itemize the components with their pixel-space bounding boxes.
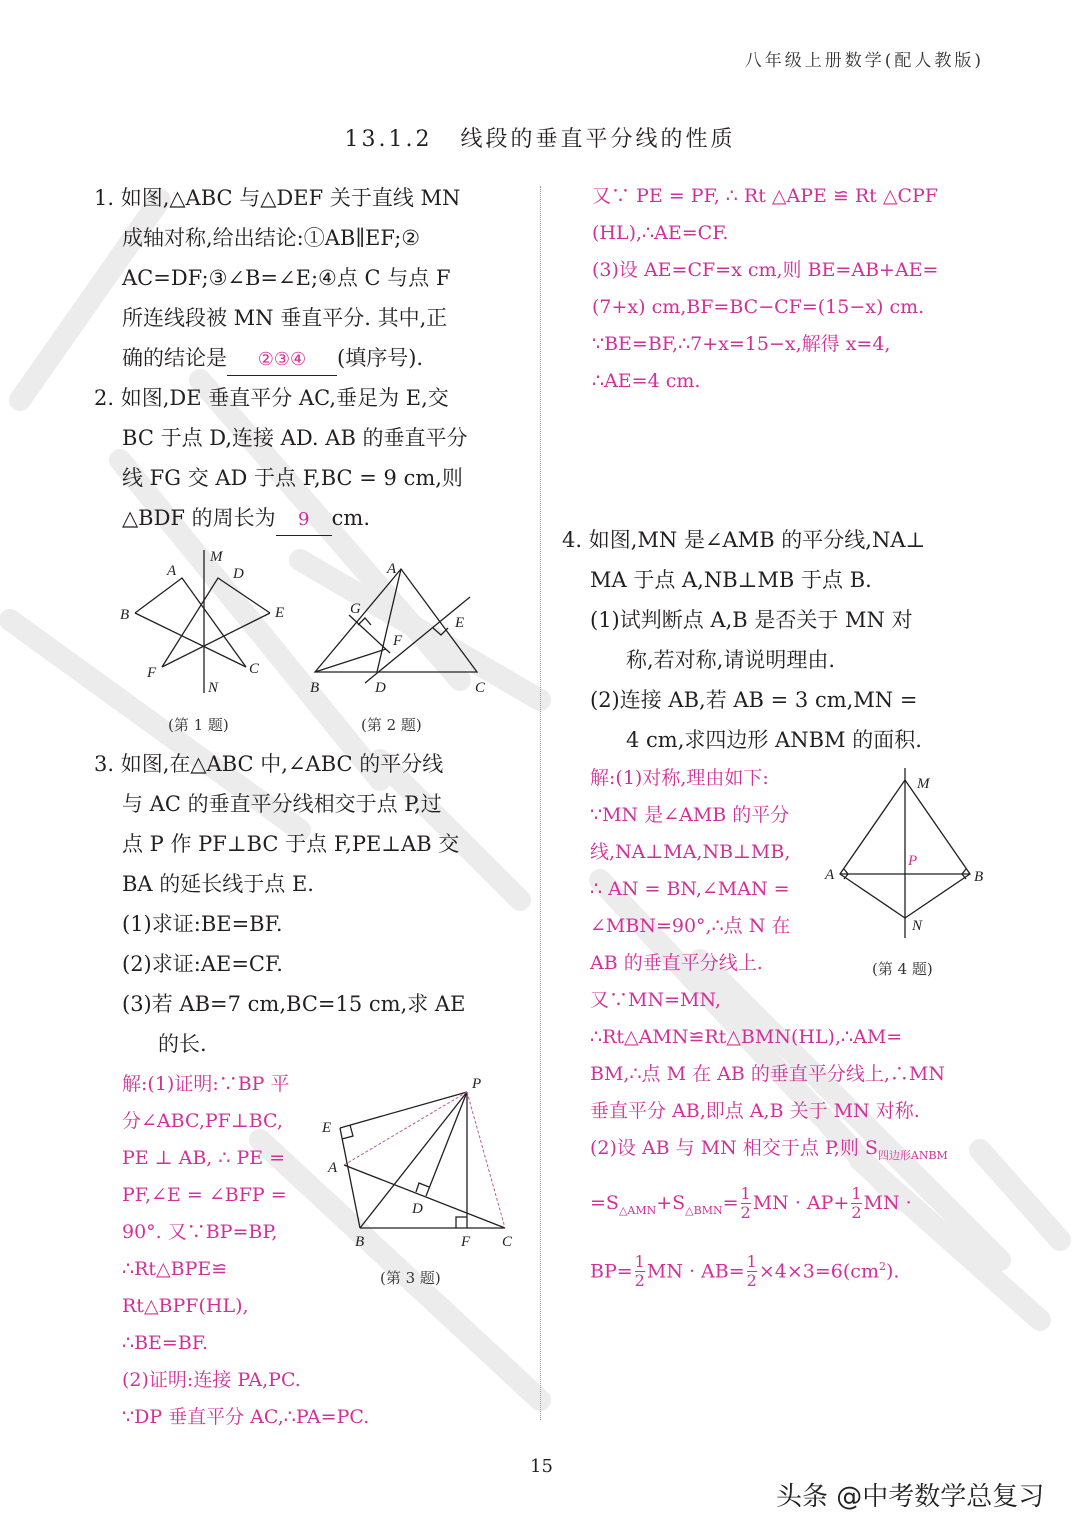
svg-text:E: E	[455, 615, 465, 631]
solution-line: 90°. 又∵BP=BP,	[122, 1221, 278, 1243]
column-divider	[540, 186, 541, 1420]
eq-sub: △AMN	[618, 1203, 657, 1217]
q1-line: AC=DF;③∠B=∠E;④点 C 与点 F	[122, 266, 451, 290]
q2-prefix: △BDF 的周长为	[122, 506, 276, 530]
solution-line: PF,∠E = ∠BFP =	[122, 1184, 287, 1206]
svg-text:F: F	[147, 665, 157, 681]
q3-part-2: (2)求证:AE=CF.	[122, 952, 283, 976]
svg-text:E: E	[275, 605, 285, 621]
q2-answer-blank[interactable]: 9	[276, 505, 332, 536]
frac-num: 1	[851, 1184, 862, 1204]
svg-text:N: N	[208, 680, 219, 696]
svg-text:G: G	[350, 601, 361, 617]
svg-text:A: A	[328, 1160, 338, 1176]
eq-text: ×4×3=6(cm	[758, 1259, 879, 1282]
section-title	[0, 122, 1080, 153]
figure-4	[822, 768, 992, 943]
fraction-half	[635, 1253, 645, 1290]
figure-4-diagram	[822, 768, 992, 943]
solution-line: ∴AE=4 cm.	[592, 370, 701, 392]
figure-3-caption: (第 3 题)	[380, 1269, 441, 1287]
area-prefix: (2)设 AB 与 MN 相交于点 P,则 S	[590, 1137, 878, 1159]
q3-part-3: (3)若 AB=7 cm,BC=15 cm,求 AE	[122, 992, 466, 1016]
svg-text:B: B	[120, 607, 130, 623]
q3-line: 3. 如图,在△ABC 中,∠ABC 的平分线	[94, 752, 444, 776]
figure-3	[310, 1068, 530, 1253]
solution-line: ∵DP 垂直平分 AC,∴PA=PC.	[122, 1406, 370, 1428]
solution-line: 垂直平分 AB,即点 A,B 关于 MN 对称.	[590, 1100, 920, 1122]
q1-suffix: (填序号).	[337, 346, 424, 370]
svg-text:D: D	[412, 1201, 423, 1217]
q4-part-2-cont: 4 cm,求四边形 ANBM 的面积.	[626, 728, 922, 752]
q4-line: MA 于点 A,NB⊥MB 于点 B.	[590, 568, 872, 592]
area-equation-line-2	[590, 1242, 1000, 1296]
svg-text:A: A	[387, 561, 397, 577]
q2-line: BC 于点 D,连接 AD. AB 的垂直平分	[122, 426, 468, 450]
frac-den: 2	[740, 1203, 751, 1223]
q3-solution-left	[122, 1066, 370, 1436]
solution-line: (HL),∴AE=CF.	[592, 222, 729, 244]
q3-line: BA 的延长线于点 E.	[122, 872, 314, 896]
solution-line: (7+x) cm,BF=BC−CF=(15−x) cm.	[592, 296, 925, 318]
svg-text:B: B	[310, 680, 320, 696]
area-equation-line-1	[590, 1178, 1000, 1236]
solution-line: 又∵MN=MN,	[590, 989, 721, 1011]
svg-text:M: M	[210, 549, 223, 565]
q4-part-1: (1)试判断点 A,B 是否关于 MN 对	[590, 608, 913, 632]
svg-text:A: A	[167, 563, 177, 579]
solution-line: PE ⊥ AB, ∴ PE =	[122, 1147, 286, 1169]
solution-line: ∴ AN = BN,∠MAN =	[590, 878, 790, 900]
q4-part-2: (2)连接 AB,若 AB = 3 cm,MN =	[590, 688, 918, 712]
section-number: 13.1.2	[344, 127, 433, 152]
question-3	[94, 744, 524, 1064]
q1-line	[94, 338, 524, 378]
solution-line: ∴Rt△BPE≌	[122, 1258, 228, 1280]
figure-4-caption: (第 4 题)	[872, 960, 933, 978]
q1-line: 所连线段被 MN 垂直平分. 其中,正	[122, 306, 448, 330]
figure-2	[305, 555, 505, 700]
frac-den: 2	[746, 1271, 757, 1291]
q2-line: 2. 如图,DE 垂直平分 AC,垂足为 E,交	[94, 386, 449, 410]
figure-1-diagram	[115, 545, 305, 705]
page-number: 15	[530, 1456, 553, 1477]
q1-answer-blank[interactable]: ②③④	[227, 345, 337, 376]
solution-line: ∴Rt△AMN≌Rt△BMN(HL),∴AM=	[590, 1026, 903, 1048]
svg-text:B: B	[974, 869, 984, 885]
figure-2-diagram	[305, 555, 505, 700]
solution-line: 分∠ABC,PF⊥BC,	[122, 1110, 283, 1132]
eq-text: +S	[656, 1191, 686, 1214]
eq-text: BP=	[590, 1259, 633, 1282]
solution-line: ∵MN 是∠AMB 的平分	[590, 804, 790, 826]
q1-line: 成轴对称,给出结论:①AB∥EF;②	[122, 226, 421, 250]
source-watermark: 头条 @中考数学总复习	[776, 1482, 1045, 1512]
svg-text:C: C	[502, 1234, 513, 1250]
q3-line: 与 AC 的垂直平分线相交于点 P,过	[122, 792, 442, 816]
svg-text:P: P	[908, 853, 918, 869]
solution-line: ∵BE=BF,∴7+x=15−x,解得 x=4,	[592, 333, 891, 355]
area-subscript: 四边形ANBM	[877, 1148, 948, 1162]
question-4	[562, 520, 992, 760]
q4-part-1-cont: 称,若对称,请说明理由.	[626, 648, 836, 672]
q2-line: 线 FG 交 AD 于点 F,BC = 9 cm,则	[122, 466, 463, 490]
svg-text:F: F	[461, 1234, 471, 1250]
book-header: 八年级上册数学(配人教版)	[744, 51, 984, 71]
eq-text: MN · AP+	[752, 1191, 850, 1214]
eq-text: ).	[885, 1259, 900, 1282]
q3-part-3-cont: 的长.	[158, 1032, 207, 1056]
svg-text:C: C	[249, 661, 260, 677]
figure-1	[115, 545, 305, 705]
q2-line	[94, 498, 524, 538]
frac-den: 2	[634, 1271, 645, 1291]
solution-line: ∴BE=BF.	[122, 1332, 209, 1354]
svg-text:C: C	[475, 680, 486, 696]
eq-sup: 2	[878, 1259, 886, 1273]
svg-text:M: M	[917, 776, 930, 792]
svg-text:B: B	[355, 1234, 365, 1250]
solution-line: Rt△BPF(HL),	[122, 1295, 249, 1317]
eq-text: MN ·	[863, 1191, 912, 1214]
q1-prefix: 确的结论是	[122, 346, 227, 370]
svg-text:P: P	[472, 1076, 482, 1092]
frac-num: 1	[746, 1252, 757, 1272]
q4-solution-part2	[590, 982, 1000, 1296]
q4-line: 4. 如图,MN 是∠AMB 的平分线,NA⊥	[562, 528, 926, 552]
fraction-half	[851, 1185, 861, 1222]
svg-text:E: E	[322, 1120, 332, 1136]
eq-text: =S	[590, 1191, 619, 1214]
q4-solution-part1	[590, 760, 830, 982]
frac-num: 1	[740, 1184, 751, 1204]
eq-sub: △BMN	[685, 1203, 723, 1217]
eq-text: =	[722, 1191, 739, 1214]
frac-den: 2	[851, 1203, 862, 1223]
section-name: 线段的垂直平分线的性质	[460, 127, 736, 152]
svg-text:N: N	[912, 918, 923, 934]
solution-line: 解:(1)证明:∵BP 平	[122, 1073, 290, 1095]
q3-line: 点 P 作 PF⊥BC 于点 F,PE⊥AB 交	[122, 832, 460, 856]
solution-line: (3)设 AE=CF=x cm,则 BE=AB+AE=	[592, 259, 939, 281]
q1-line: 1. 如图,△ABC 与△DEF 关于直线 MN	[94, 186, 461, 210]
solution-line: 线,NA⊥MA,NB⊥MB,	[590, 841, 791, 863]
fraction-half	[747, 1253, 757, 1290]
solution-line: (2)证明:连接 PA,PC.	[122, 1369, 301, 1391]
figure-3-diagram	[310, 1068, 530, 1253]
solution-line: 解:(1)对称,理由如下:	[590, 767, 769, 789]
svg-text:D: D	[233, 566, 244, 582]
solution-line	[590, 1130, 1000, 1174]
question-1	[94, 178, 524, 378]
eq-text: MN · AB=	[646, 1259, 745, 1282]
question-2	[94, 378, 524, 538]
q2-suffix: cm.	[331, 506, 371, 530]
solution-line: ∠MBN=90°,∴点 N 在	[590, 915, 791, 937]
svg-text:A: A	[825, 867, 835, 883]
figure-1-caption: (第 1 题)	[168, 716, 229, 734]
q3-solution-right	[592, 178, 992, 400]
q3-part-1: (1)求证:BE=BF.	[122, 912, 283, 936]
fraction-half	[741, 1185, 751, 1222]
left-column	[94, 178, 524, 538]
svg-text:D: D	[375, 680, 386, 696]
solution-line: BM,∴点 M 在 AB 的垂直平分线上,∴MN	[590, 1063, 945, 1085]
figure-2-caption: (第 2 题)	[361, 716, 422, 734]
frac-num: 1	[634, 1252, 645, 1272]
svg-text:F: F	[393, 633, 403, 649]
solution-line: AB 的垂直平分线上.	[590, 952, 763, 974]
solution-line: 又∵ PE = PF, ∴ Rt △APE ≌ Rt △CPF	[592, 185, 938, 207]
